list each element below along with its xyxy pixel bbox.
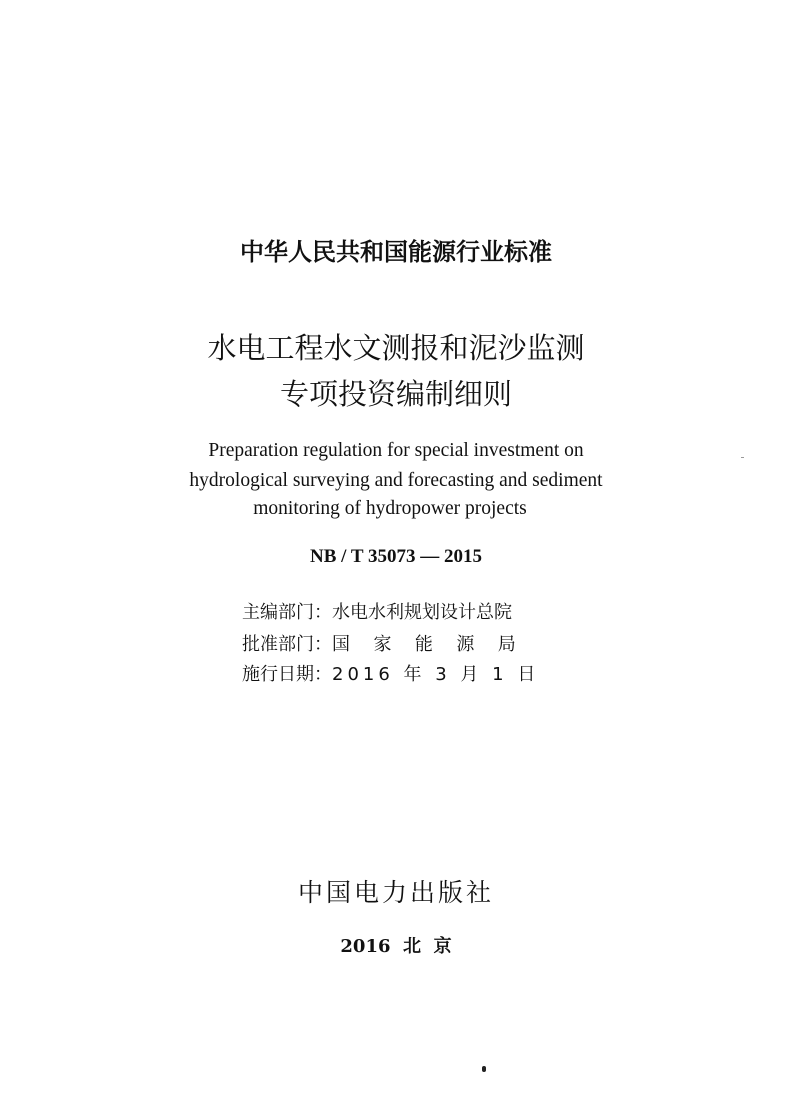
title-cn-line2: 专项投资编制细则: [279, 377, 512, 411]
scan-speck: [741, 457, 744, 458]
effective-date-label: 施行日期：: [242, 664, 332, 685]
title-en-line1: Preparation regulation for special investment on: [208, 440, 584, 461]
effective-date-row: [242, 660, 662, 686]
effective-date-value: 2016 年 3 月 1 日: [332, 664, 540, 685]
title-cn-line1: 水电工程水文测报和泥沙监测: [207, 331, 585, 365]
standard-number: NB / T 35073 — 2015: [310, 546, 482, 567]
scan-speck: [482, 1066, 486, 1072]
title-en-line2: hydrological surveying and forecasting and sediment: [189, 470, 603, 491]
editor-label: 主编部门：: [242, 602, 332, 623]
approver-value: 国 家 能 源 局: [332, 634, 520, 655]
approver-row: [242, 630, 662, 656]
editor-value: 水电水利规划设计总院: [332, 602, 512, 623]
publication-place: 2016 北 京: [340, 936, 452, 957]
publisher-name: 中国电力出版社: [297, 878, 494, 907]
standard-type-heading: 中华人民共和国能源行业标准: [240, 238, 552, 266]
editor-row: [242, 598, 662, 624]
title-en-line3: monitoring of hydropower projects: [253, 498, 527, 519]
approver-label: 批准部门：: [242, 634, 332, 655]
